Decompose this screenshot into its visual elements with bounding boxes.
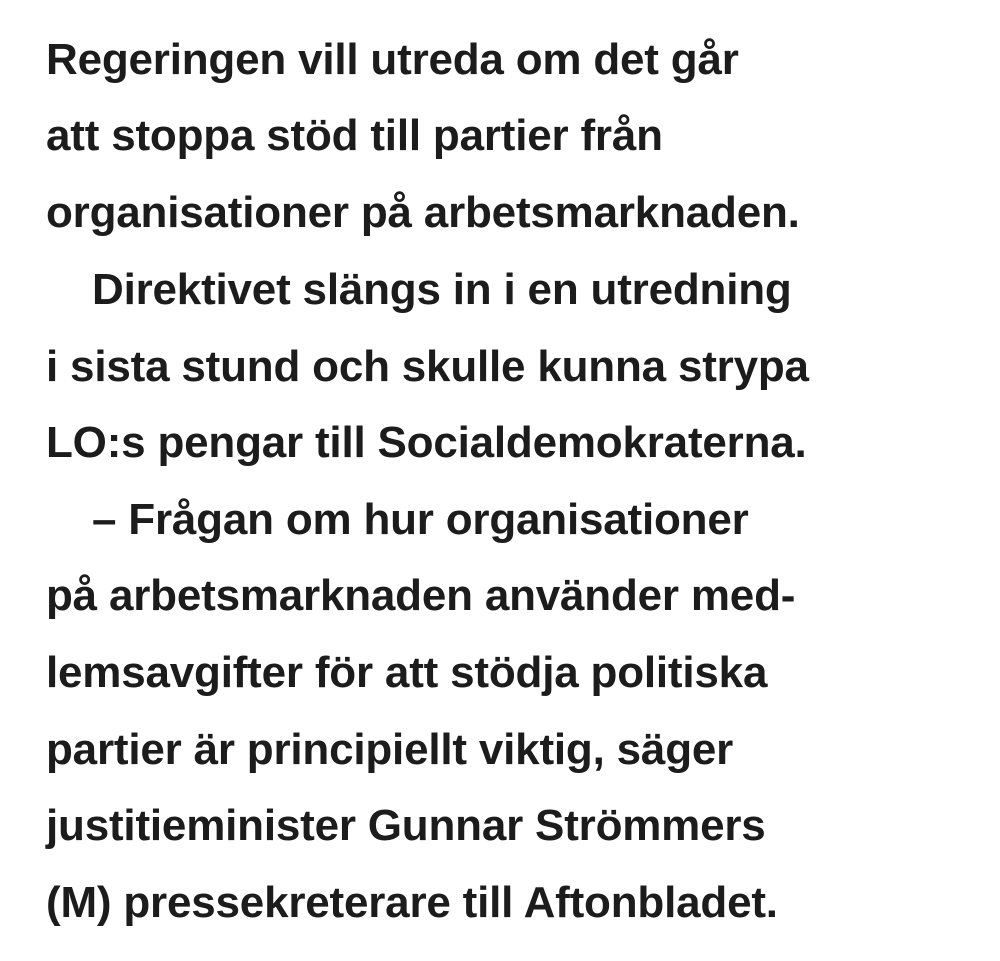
paragraph-2-line-3: LO:s pengar till Socialdemokraterna. bbox=[46, 418, 807, 467]
paragraph-3-line-1: – Frågan om hur organisationer bbox=[92, 495, 749, 544]
paragraph-1-line-1: Regeringen vill utreda om det går bbox=[46, 35, 739, 84]
paragraph-3-line-5: justitieminister Gunnar Strömmers bbox=[46, 801, 766, 850]
paragraph-3-line-4: partier är principiellt viktig, säger bbox=[46, 725, 734, 774]
paragraph-3-line-3: lemsavgifter för att stödja politiska bbox=[46, 648, 768, 697]
paragraph-2-line-1: Direktivet slängs in i en utredning bbox=[92, 265, 792, 314]
paragraph-3-line-6: (M) pressekreterare till Aftonbladet. bbox=[46, 878, 778, 927]
paragraph-3-line-2: på arbetsmarknaden använder med- bbox=[46, 571, 796, 620]
paragraph-1-line-3: organisationer på arbetsmarknaden. bbox=[46, 188, 800, 237]
paragraph-1-line-2: att stoppa stöd till partier från bbox=[46, 111, 663, 160]
paragraph-2-line-2: i sista stund och skulle kunna strypa bbox=[46, 342, 809, 391]
